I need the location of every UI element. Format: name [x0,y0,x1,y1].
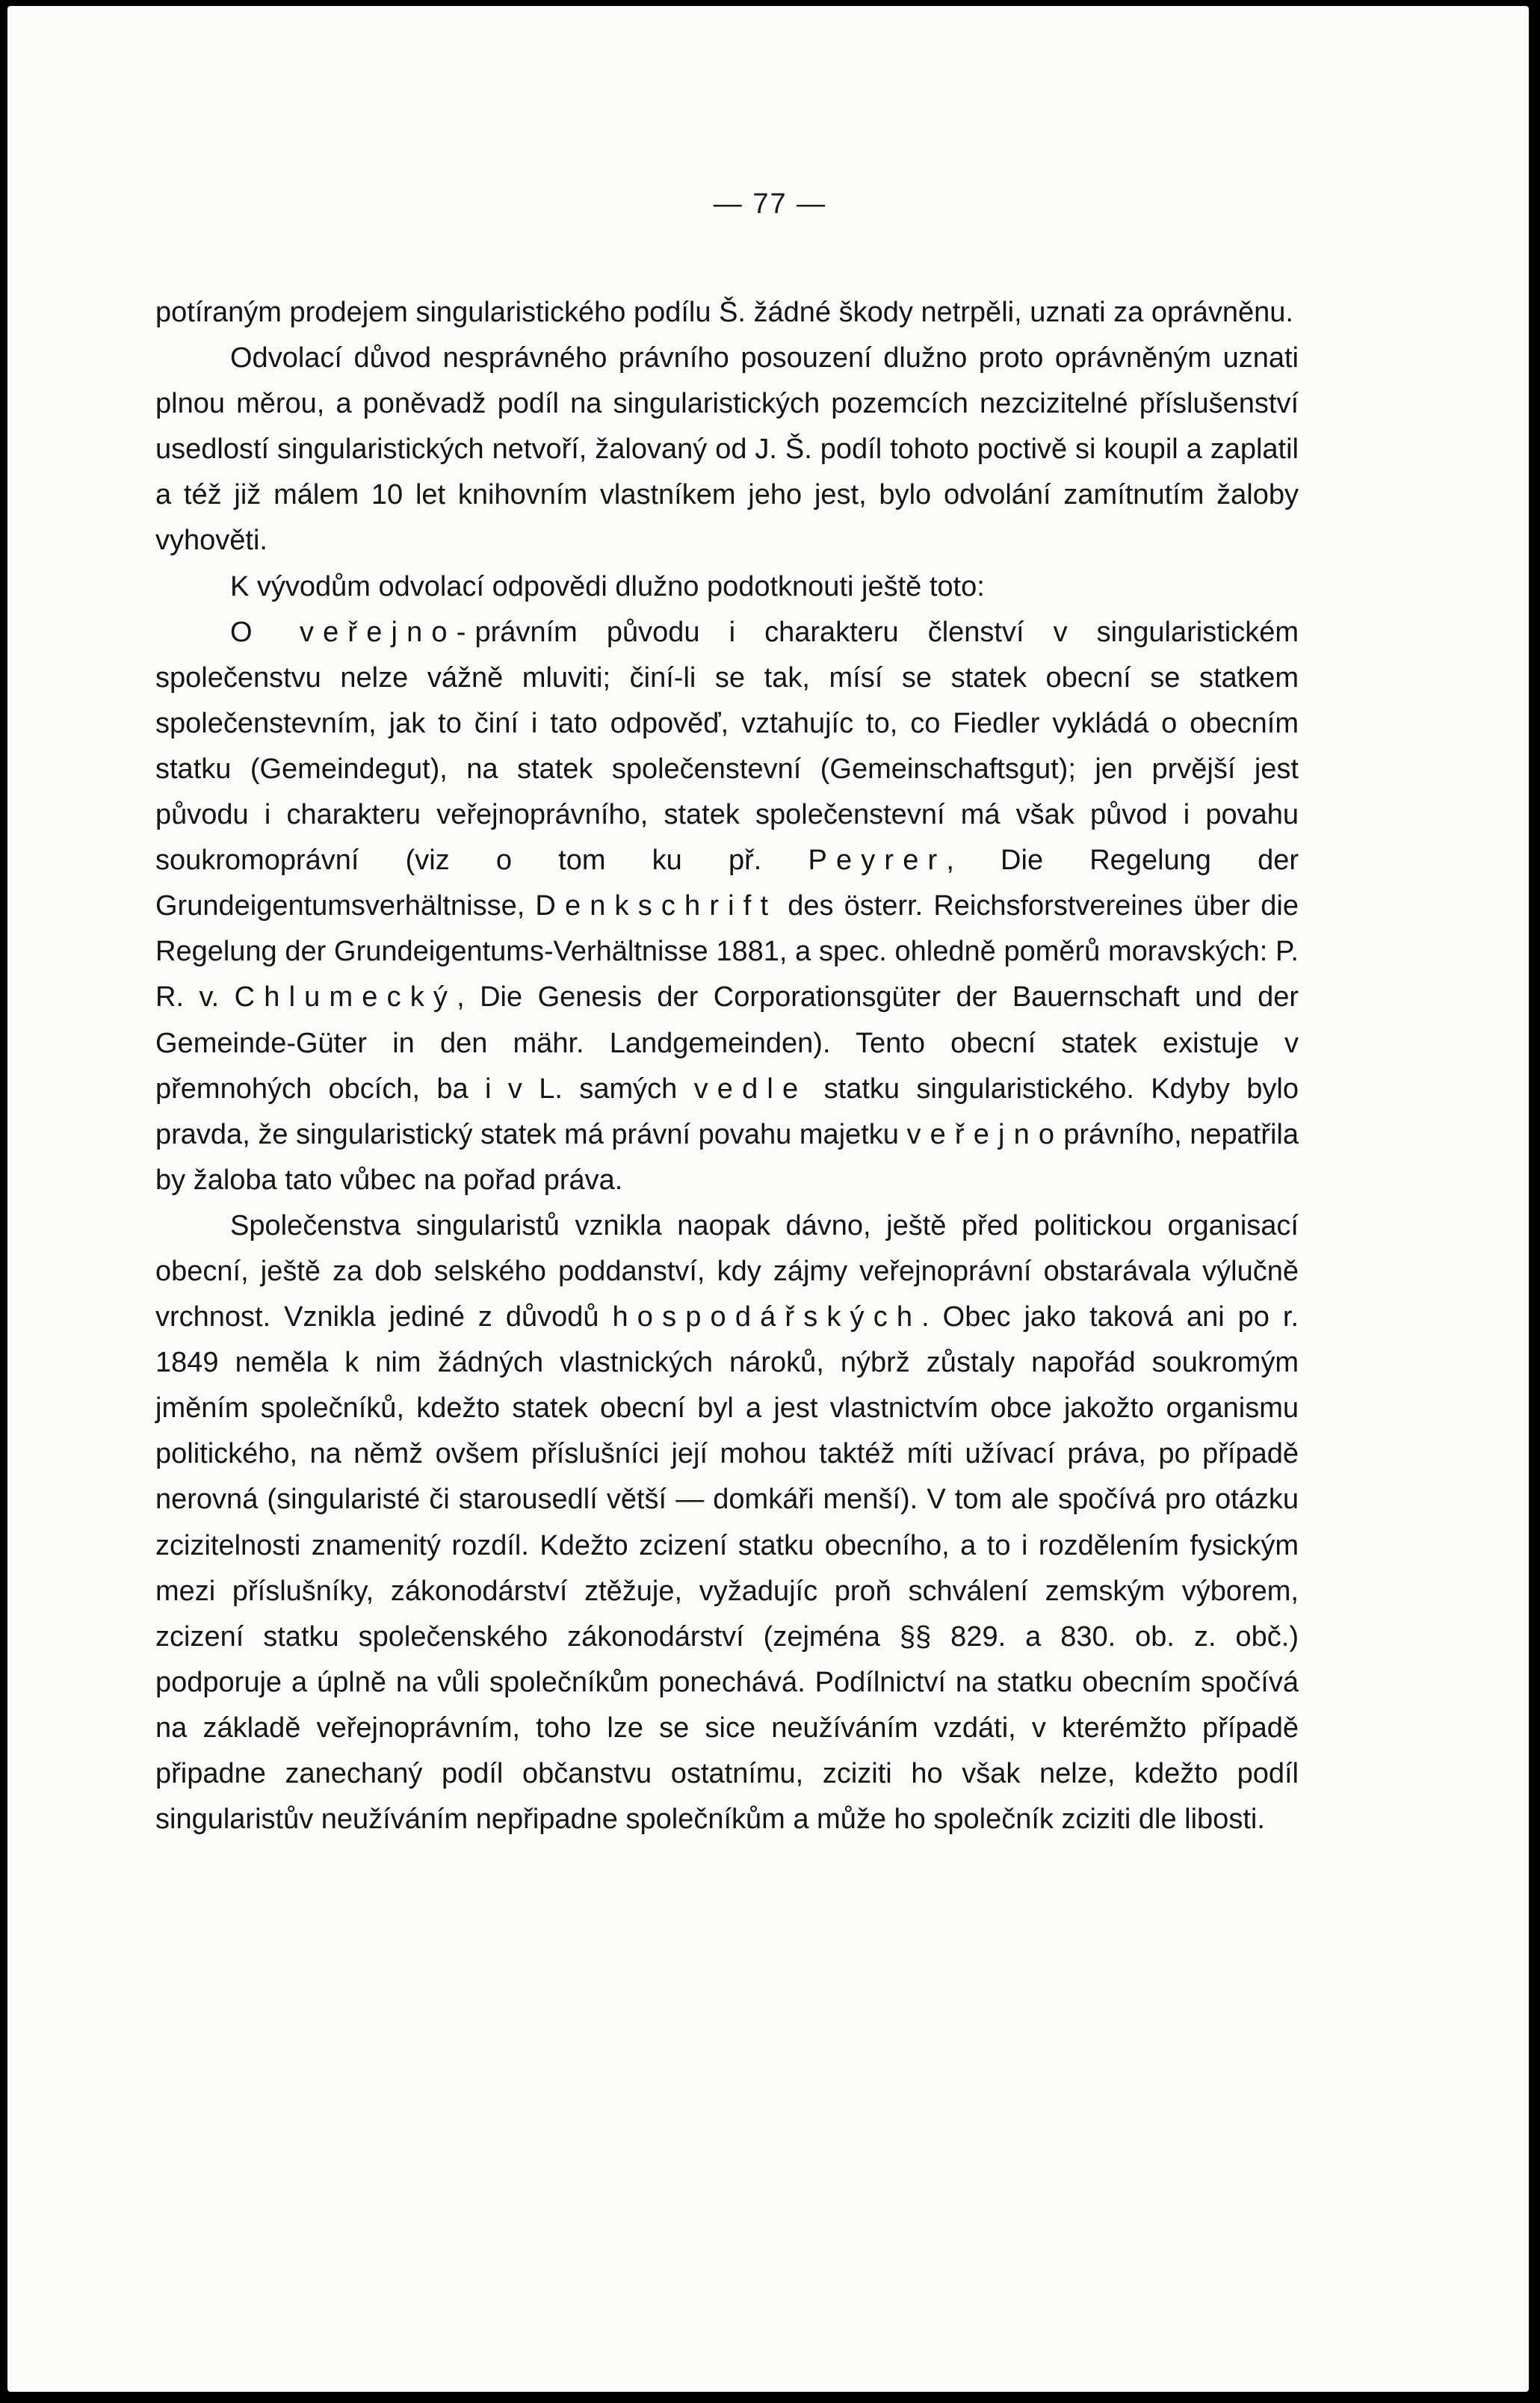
text-segment: právního, nepatřila by žaloba tato vůbec na pořad práva. [155,1118,1299,1196]
body-text [155,290,1299,1842]
text-segment: Společenstva singularistů vznikla naopak dávno, ještě před politickou organisací obecní, ještě za dob selského poddanství, kdy zájmy veřejnoprávní obstarávala výlučně vrchnost. Vznikla jediné z důvodů [155,1209,1299,1333]
paragraph [155,290,1299,336]
page-number: — 77 — [713,188,827,220]
paragraph [155,610,1299,1203]
text-segment: , Die Genesis der Corporationsgüter der Bauernschaft und der Gemeinde-Güter in den mähr. Landgemeinden). Tento obecní statek existuje v přemnohých obcích, ba i v L. samých [155,981,1299,1105]
paragraph [155,336,1299,564]
spaced-emphasis-text: Chlumecký [234,981,457,1014]
text-segment: právním původu i charakteru členství v singularistickém společenstvu nelze vážně mluviti; činí-li se tak, mísí se statek obecní se statkem společenstevním, jak to činí i tato odpověď, vztahujíc to, co Fiedler vykládá o obecním statku (Gemeindegut), na statek společenstevní (Gemeinschaftsgut); jen prvější jest původu i charakteru veřejnoprávního, statek společenstevní má však původ i povahu soukromoprávní (viz o tom ku př. [155,616,1299,877]
spaced-emphasis-text: Denkschrift [535,890,778,922]
paragraph [155,1203,1299,1842]
spaced-emphasis-text: hospodářských [612,1301,922,1333]
spaced-emphasis-text: O veřejno- [230,616,475,648]
text-segment: K vývodům odvolací odpovědi dlužno podotknouti ještě toto: [230,570,985,602]
spaced-emphasis-text: veřejno [906,1118,1064,1150]
spaced-emphasis-text: vedle [693,1073,808,1105]
text-segment: des österr. Reichsforstvereines über die Regelung der Grundeigentums-Verhältnisse 1881, a spec. ohledně poměrů moravských: P. R. v. [155,890,1299,1014]
text-segment: . Obec jako taková ani po r. 1849 neměla k nim žádných vlastnických nároků, nýbrž zůstaly napořád soukromým jměním společníků, kdežto statek obecní byl a jest vlastnictvím obce jakožto organismu politického, na němž ovšem příslušníci její mohou taktéž míti užívací práva, po případě nerovná (singularisté či starousedlí větší — domkáři menší). V tom ale spočívá pro otázku zcizitelnosti znamenitý rozdíl. Kdežto zcizení statku obecního, a to i rozdělením fysickým mezi příslušníky, zákonodárství ztěžuje, vyžadujíc proň schválení zemským výborem, zcizení statku společenského zákonodárství (zejména §§ 829. a 830. ob. z. obč.) podporuje a úplně na vůli společníkům ponechává. Podílnictví na statku obecním spočívá na základě veřejnoprávním, toho lze se sice neužíváním vzdáti, v kterémžto případě připadne zanechaný podíl občanstvu ostatnímu, zciziti ho však nelze, kdežto podíl singularistův neužíváním nepřipadne společníkům a může ho společník zciziti dle libosti. [155,1301,1299,1836]
text-segment: , Die Regelung der Grundeigentumsverhältnisse, [155,845,1299,922]
text-segment: statku singularistického. Kdyby bylo pravda, že singularistický statek má právní povahu majetku [155,1073,1299,1150]
text-segment: Odvolací důvod nesprávného právního posouzení dlužno proto oprávněným uznati plnou měrou, a poněvadž podíl na singularistických pozemcích nezcizitelné příslušenství usedlostí singularistických netvoří, žalovaný od J. Š. podíl tohoto poctivě si koupil a zaplatil a též již málem 10 let knihovním vlastníkem jeho jest, bylo odvolání zamítnutím žaloby vyhověti. [155,342,1299,557]
paragraph [155,564,1299,610]
spaced-emphasis-text: Peyrer [808,845,947,877]
text-segment: potíraným prodejem singularistického podílu Š. žádné škody netrpěli, uznati za oprávněnu. [155,297,1293,328]
